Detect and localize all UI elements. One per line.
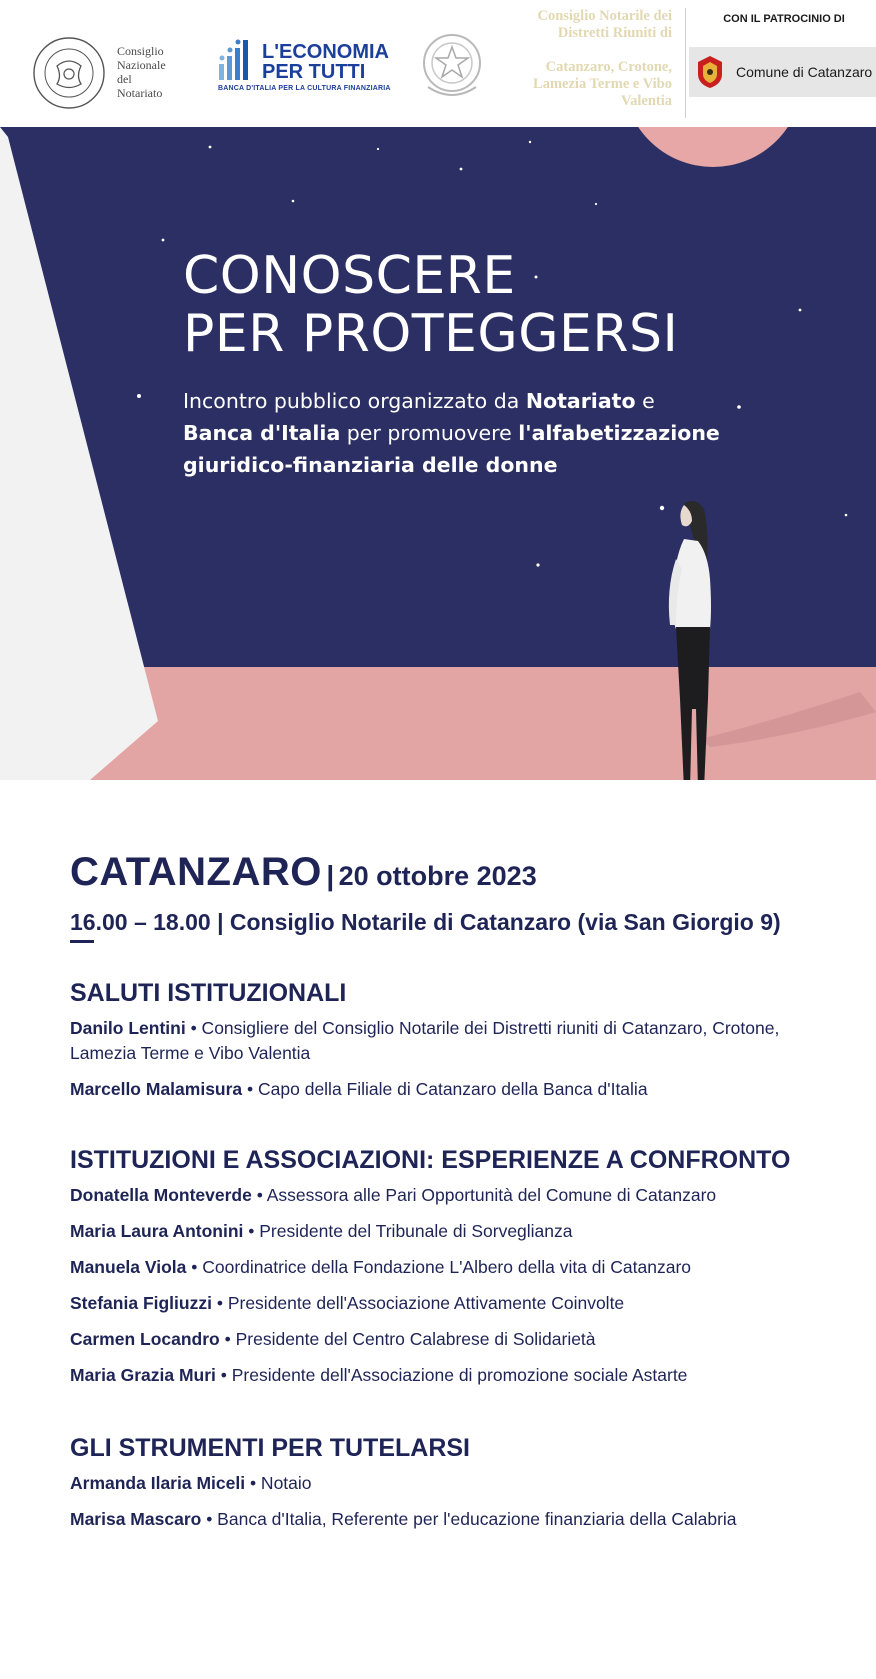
hero-title — [183, 247, 678, 363]
cnn-line: Consiglio — [117, 44, 164, 58]
economia-bars-icon — [218, 36, 260, 82]
speaker-role: • Presidente del Centro Calabrese di Solidarietà — [219, 1329, 596, 1349]
speaker-name: Maria Grazia Muri — [70, 1365, 216, 1385]
hero-sub-text: e — [635, 389, 655, 413]
speaker-name: Marisa Mascaro — [70, 1509, 202, 1529]
cnn-logo-text — [117, 44, 166, 100]
speaker-role: • Notaio — [245, 1473, 312, 1493]
notarile-line: Valentia — [620, 93, 672, 109]
speaker-role: • Capo della Filiale di Catanzaro della Banca d'Italia — [242, 1079, 648, 1099]
speaker-role: • Presidente dell'Associazione di promozione sociale Astarte — [215, 1365, 688, 1385]
header-logos — [0, 0, 876, 127]
event-heading — [70, 850, 820, 895]
event-date: 20 ottobre 2023 — [338, 861, 537, 891]
section-title-strumenti: GLI STRUMENTI PER TUTELARSI — [70, 1434, 470, 1462]
hero-title-line1: CONOSCERE — [183, 246, 516, 306]
notarile-line: Lamezia Terme e Vibo — [533, 76, 672, 92]
notariato-seal-icon — [32, 36, 106, 110]
comune-crest-icon — [694, 54, 726, 90]
speaker-role: • Presidente dell'Associazione Attivamente Coinvolte — [211, 1293, 625, 1313]
speaker-entry — [70, 1471, 820, 1496]
speaker-role: • Presidente del Tribunale di Sorveglianza — [243, 1221, 573, 1241]
event-time-place: 16.00 – 18.00 | Consiglio Notarile di Catanzaro (via San Giorgio 9) — [70, 909, 781, 935]
hero-banner — [0, 127, 876, 780]
woman-looking-up-figure — [654, 499, 734, 780]
speaker-name: Carmen Locandro — [70, 1329, 220, 1349]
speaker-role: • Consigliere del Consiglio Notarile dei Distretti riuniti di Catanzaro, Crotone, Lamezia Terme e Vibo Valentia — [70, 1018, 780, 1063]
speaker-name: Armanda Ilaria Miceli — [70, 1473, 246, 1493]
comune-logo-box — [689, 47, 876, 97]
speaker-entry — [70, 1255, 820, 1280]
cnn-line: Notariato — [117, 86, 163, 100]
hero-sub-text: per promuovere — [340, 421, 519, 445]
notarile-line: Catanzaro, Crotone, — [545, 59, 672, 75]
notarile-line: Consiglio Notarile dei — [537, 8, 672, 24]
speaker-name: Stefania Figliuzzi — [70, 1293, 212, 1313]
consiglio-notarile-logo-text — [488, 8, 672, 110]
speaker-name: Danilo Lentini — [70, 1018, 186, 1038]
hero-sub-bold: l'alfabetizzazione — [518, 421, 720, 445]
hero-sub-bold: Banca d'Italia — [183, 421, 341, 445]
heading-dash — [70, 940, 94, 943]
section-title-istituzioni: ISTITUZIONI E ASSOCIAZIONI: ESPERIENZE A CONFRONTO — [70, 1146, 791, 1174]
speaker-role: • Banca d'Italia, Referente per l'educazione finanziaria della Calabria — [201, 1509, 737, 1529]
speaker-name: Maria Laura Antonini — [70, 1221, 244, 1241]
event-program — [70, 850, 820, 1532]
hero-sub-bold: giuridico-finanziaria delle donne — [183, 453, 558, 477]
cnn-line: del — [117, 72, 132, 86]
event-separator: | — [326, 860, 335, 891]
patrocinio-label: CON IL PATROCINIO DI — [723, 13, 845, 25]
speaker-name: Marcello Malamisura — [70, 1079, 243, 1099]
italian-republic-emblem-icon — [418, 27, 486, 105]
economia-title-2: PER TUTTI — [262, 61, 366, 83]
speaker-entry — [70, 1291, 820, 1316]
hero-sub-bold: Notariato — [525, 389, 636, 413]
cnn-line: Nazionale — [117, 58, 166, 72]
hero-sub-text: Incontro pubblico organizzato da — [183, 389, 526, 413]
section-title-saluti: SALUTI ISTITUZIONALI — [70, 979, 347, 1007]
speaker-entry — [70, 1363, 820, 1388]
economia-title-1: L'ECONOMIA — [262, 41, 389, 63]
speaker-role: • Coordinatrice della Fondazione L'Albero della vita di Catanzaro — [186, 1257, 692, 1277]
speaker-entry — [70, 1016, 820, 1066]
economia-subtitle: BANCA D'ITALIA PER LA CULTURA FINANZIARIA — [218, 85, 391, 92]
speaker-entry — [70, 1327, 820, 1352]
event-city: CATANZARO — [70, 850, 322, 894]
speaker-role: • Assessora alle Pari Opportunità del Comune di Catanzaro — [251, 1185, 717, 1205]
header-divider — [685, 8, 686, 118]
comune-name: Comune di Catanzaro — [736, 64, 873, 80]
economia-title — [262, 42, 389, 82]
speaker-entry — [70, 1183, 820, 1208]
speaker-entry — [70, 1219, 820, 1244]
speaker-entry — [70, 1077, 820, 1102]
hero-title-line2: PER PROTEGGERSI — [183, 304, 679, 364]
hero-subtitle — [183, 385, 743, 481]
notarile-line: Distretti Riuniti di — [557, 25, 672, 41]
speaker-name: Manuela Viola — [70, 1257, 187, 1277]
speaker-entry — [70, 1507, 820, 1532]
speaker-name: Donatella Monteverde — [70, 1185, 252, 1205]
